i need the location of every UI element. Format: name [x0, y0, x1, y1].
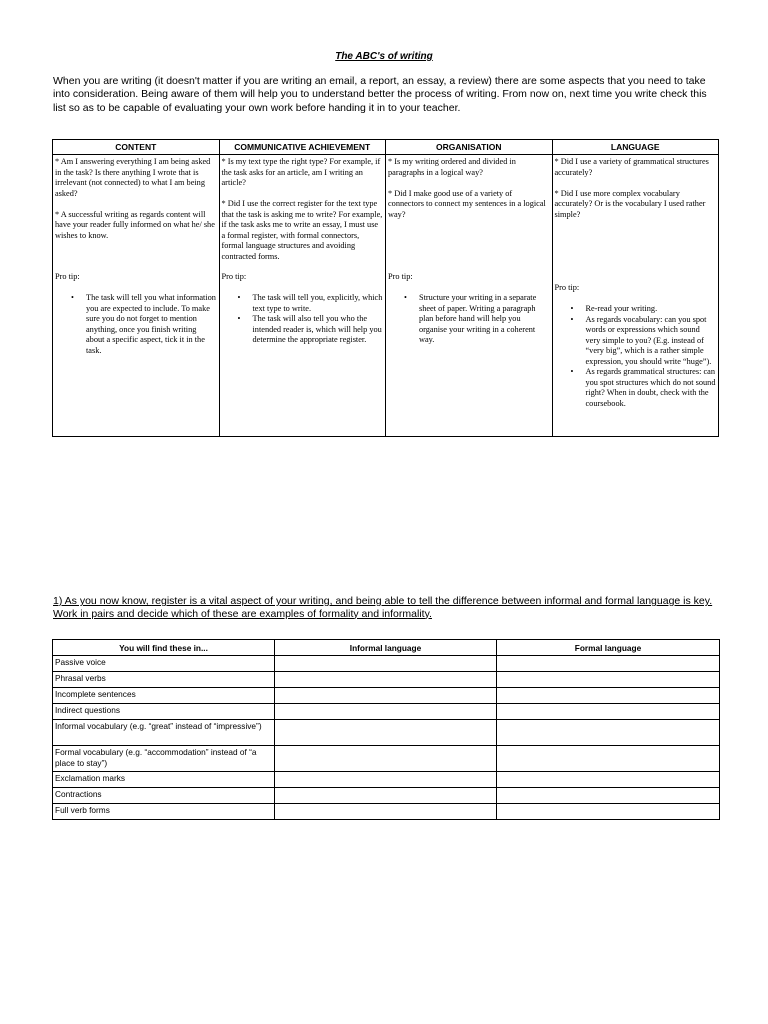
feature-cell: Exclamation marks — [53, 772, 275, 788]
table-row — [53, 672, 720, 688]
language-tip-item: • Re-read your writing. — [570, 304, 658, 313]
content-cell — [53, 155, 220, 437]
bullet-icon: • — [570, 304, 574, 313]
feature-cell: Indirect questions — [53, 704, 275, 720]
content-note: * A successful writing as regards content will have your reader fully informed on what he/ she wishes to know. — [55, 209, 215, 240]
informal-answer-cell[interactable] — [275, 688, 497, 704]
language-tip-item: • As regards vocabulary: can you spot words or expressions which sound very simple to you? (E.g. instead of “very big”, which is a rather simple expression, you should write “huge”). — [570, 314, 712, 366]
language-pro-tip-label: Pro tip: — [554, 283, 580, 292]
abc-header-row — [53, 140, 719, 155]
register-header-row — [53, 640, 720, 656]
communicative-question: * Is my text type the right type? For example, if the task asks for an article, am I writing an article? — [221, 157, 381, 187]
organisation-question: * Is my writing ordered and divided in paragraphs in a logical way? — [388, 157, 516, 177]
header-you-will-find: You will find these in... — [53, 640, 275, 656]
table-row — [53, 772, 720, 788]
feature-cell: Formal vocabulary (e.g. “accommodation” instead of “a place to stay”) — [53, 746, 275, 772]
communicative-pro-tip-label: Pro tip: — [221, 272, 247, 281]
intro-paragraph: When you are writing (it doesn't matter if you are writing an email, a report, an essay, a review) there are some aspects that you need to take into consideration. Being aware of them will help you to understand better the process of writing. From now on, next time you write check this list so as to be capable of evaluating your own work before handing it in to your teacher. — [53, 75, 707, 114]
informal-answer-cell[interactable] — [275, 704, 497, 720]
informal-answer-cell[interactable] — [275, 788, 497, 804]
table-row — [53, 804, 720, 820]
informal-answer-cell[interactable] — [275, 804, 497, 820]
table-row — [53, 788, 720, 804]
table-row — [53, 746, 720, 772]
formal-answer-cell[interactable] — [497, 788, 720, 804]
informal-answer-cell[interactable] — [275, 720, 497, 746]
table-row — [53, 720, 720, 746]
communicative-achievement-cell — [219, 155, 386, 437]
content-tips-list — [55, 293, 217, 356]
informal-answer-cell[interactable] — [275, 772, 497, 788]
abc-checklist-table — [52, 139, 719, 437]
formal-answer-cell[interactable] — [497, 746, 720, 772]
header-content: CONTENT — [53, 140, 220, 155]
exercise-instructions: 1) As you now know, register is a vital aspect of your writing, and being able to tell the difference between informal and formal language is key. Work in pairs and decide which of these are examples of formality and informality. — [53, 595, 713, 620]
header-formal-language: Formal language — [497, 640, 720, 656]
content-pro-tip-label: Pro tip: — [55, 272, 80, 281]
content-question: * Am I answering everything I am being asked in the task? Is there anything I wrote that is irrelevant (not connected) to what I am being asked? — [55, 157, 211, 198]
feature-cell: Full verb forms — [53, 804, 275, 820]
bullet-icon: • — [404, 293, 407, 302]
formal-answer-cell[interactable] — [497, 688, 720, 704]
bullet-icon: • — [570, 367, 574, 376]
feature-cell: Informal vocabulary (e.g. “great” instead of “impressive”) — [53, 720, 275, 746]
language-vocabulary-question: * Did I use more complex vocabulary accurately? Or is the vocabulary I used rather simple? — [554, 188, 706, 219]
bullet-icon: • — [570, 314, 574, 324]
informal-answer-cell[interactable] — [275, 672, 497, 688]
bullet-icon: • — [237, 293, 241, 302]
document-title: The ABC's of writing — [335, 51, 433, 62]
bullet-icon: • — [71, 293, 74, 302]
communicative-register-question: * Did I use the correct register for the text type that the task is asking me to write? For example, if the task asks me to write an essay, I must use a formal register, with formal connectors, formal language structures and avoiding contracted forms. — [221, 199, 383, 261]
formal-answer-cell[interactable] — [497, 804, 720, 820]
organisation-connectors-question: * Did I make good use of a variety of connectors to connect my sentences in a logical way? — [388, 188, 546, 219]
organisation-pro-tip-label: Pro tip: — [388, 272, 413, 281]
header-communicative-achievement: COMMUNICATIVE ACHIEVEMENT — [219, 140, 386, 155]
language-grammar-question: * Did I use a variety of grammatical structures accurately? — [554, 157, 709, 177]
feature-cell: Phrasal verbs — [53, 672, 275, 688]
header-language: LANGUAGE — [552, 140, 719, 155]
communicative-tip-item: • The task will also tell you who the intended reader is, which will help you determine the appropriate register. — [237, 314, 382, 344]
communicative-tips-list — [222, 293, 384, 346]
language-tips-list — [555, 304, 717, 409]
formal-answer-cell[interactable] — [497, 656, 720, 672]
language-tip-item: • As regards grammatical structures: can you spot structures which do not sound right? When in doubt, check with the coursebook. — [570, 367, 716, 408]
header-informal-language: Informal language — [275, 640, 497, 656]
language-cell — [552, 155, 719, 437]
feature-cell: Incomplete sentences — [53, 688, 275, 704]
content-tip-item: • The task will tell you what information you are expected to include. To make sure you do not forget to mention anything, once you finish writing about a specific aspect, tick it in the task. — [71, 293, 216, 355]
organisation-tip-item: • Structure your writing in a separate sheet of paper. Writing a paragraph plan before hand will help you organise your writing in a coherent way. — [404, 293, 537, 344]
organisation-tips-list — [388, 293, 550, 346]
header-organisation: ORGANISATION — [386, 140, 553, 155]
informal-answer-cell[interactable] — [275, 656, 497, 672]
bullet-icon: • — [237, 314, 241, 323]
feature-cell: Passive voice — [53, 656, 275, 672]
table-row — [53, 704, 720, 720]
informal-answer-cell[interactable] — [275, 746, 497, 772]
communicative-tip-item: • The task will tell you, explicitly, which text type to write. — [237, 293, 383, 313]
formal-answer-cell[interactable] — [497, 720, 720, 746]
abc-body-row — [53, 155, 719, 437]
register-table — [52, 639, 720, 820]
formal-answer-cell[interactable] — [497, 772, 720, 788]
feature-cell: Contractions — [53, 788, 275, 804]
table-row — [53, 688, 720, 704]
table-row — [53, 656, 720, 672]
formal-answer-cell[interactable] — [497, 704, 720, 720]
formal-answer-cell[interactable] — [497, 672, 720, 688]
organisation-cell — [386, 155, 553, 437]
